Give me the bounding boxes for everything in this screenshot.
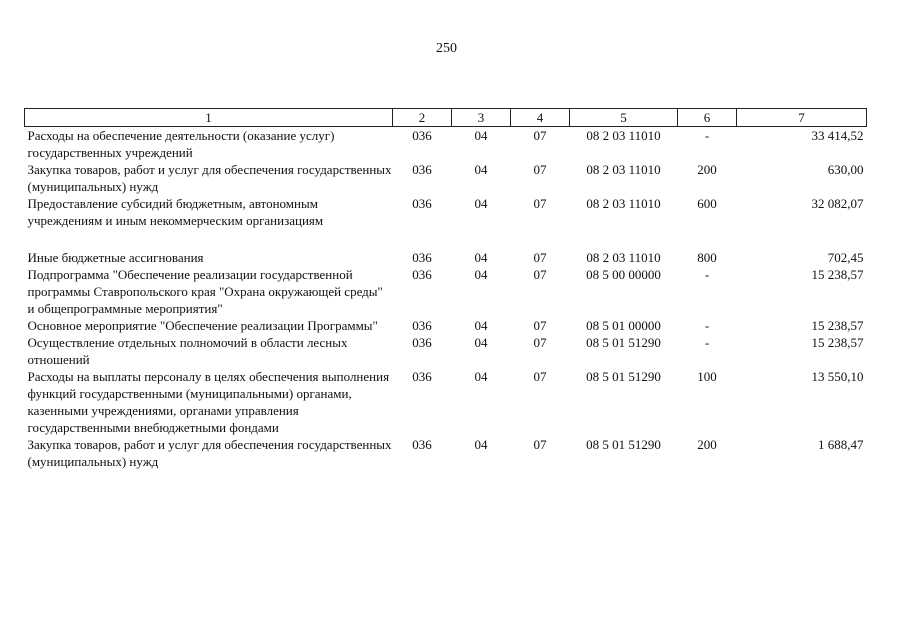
row-amount: 33 414,52 — [811, 128, 864, 143]
row-section-code: 04 — [474, 318, 488, 333]
table-row — [25, 317, 867, 334]
row-amount: 13 550,10 — [811, 369, 864, 384]
row-name: Осуществление отдельных полномочий в области лесных отношений — [27, 335, 348, 367]
table-row — [25, 127, 867, 162]
row-expense-type: 800 — [697, 250, 717, 265]
row-subsection-code: 07 — [533, 437, 547, 452]
row-amount: 702,45 — [827, 250, 864, 265]
table-row — [25, 161, 867, 195]
row-subsection-code: 07 — [533, 162, 547, 177]
row-name: Предоставление субсидий бюджетным, автономным учреждениям и иным некоммерческим организациям — [27, 196, 324, 228]
row-ministry-code: 036 — [412, 437, 432, 452]
row-target-code: 08 5 01 51290 — [586, 335, 661, 350]
row-subsection-code: 07 — [533, 318, 547, 333]
column-header-5: 5 — [570, 109, 678, 127]
row-section-code: 04 — [474, 196, 488, 211]
row-section-code: 04 — [474, 250, 488, 265]
column-header-1: 1 — [25, 109, 393, 127]
row-expense-type: 600 — [697, 196, 717, 211]
row-section-code: 04 — [474, 128, 488, 143]
column-header-3: 3 — [452, 109, 511, 127]
row-ministry-code: 036 — [412, 250, 432, 265]
row-ministry-code: 036 — [412, 369, 432, 384]
column-header-6: 6 — [678, 109, 737, 127]
row-subsection-code: 07 — [533, 335, 547, 350]
row-expense-type: 100 — [697, 369, 717, 384]
table-row — [25, 195, 867, 249]
row-expense-type: - — [704, 128, 710, 143]
row-section-code: 04 — [474, 267, 488, 282]
row-target-code: 08 5 01 00000 — [586, 318, 661, 333]
row-ministry-code: 036 — [412, 267, 432, 282]
row-name: Расходы на выплаты персоналу в целях обеспечения выполнения функций государственными (муниципальными) органами, казенными учреждениями, органами управления государственными внебюджетными фондами — [27, 369, 390, 435]
row-ministry-code: 036 — [412, 335, 432, 350]
row-target-code: 08 2 03 11010 — [586, 128, 661, 143]
row-target-code: 08 2 03 11010 — [586, 196, 661, 211]
table-row — [25, 368, 867, 436]
row-name: Закупка товаров, работ и услуг для обеспечения государственных (муниципальных) нужд — [27, 437, 392, 469]
row-target-code: 08 2 03 11010 — [586, 162, 661, 177]
row-name: Закупка товаров, работ и услуг для обеспечения государственных (муниципальных) нужд — [27, 162, 392, 194]
row-name: Основное мероприятие "Обеспечение реализации Программы" — [27, 318, 378, 333]
row-subsection-code: 07 — [533, 196, 547, 211]
column-header-4: 4 — [511, 109, 570, 127]
table-row — [25, 249, 867, 266]
column-header-2: 2 — [393, 109, 452, 127]
row-subsection-code: 07 — [533, 128, 547, 143]
row-section-code: 04 — [474, 162, 488, 177]
row-amount: 32 082,07 — [811, 196, 864, 211]
row-amount: 15 238,57 — [811, 267, 864, 282]
row-amount: 630,00 — [827, 162, 864, 177]
row-name: Подпрограмма "Обеспечение реализации государственной программы Ставропольского края "Охрана окружающей среды" и общепрограммные мероприятия" — [27, 267, 383, 316]
row-target-code: 08 5 01 51290 — [586, 369, 661, 384]
row-name: Расходы на обеспечение деятельности (оказание услуг) государственных учреждений — [27, 128, 335, 160]
row-amount: 15 238,57 — [811, 335, 864, 350]
row-target-code: 08 2 03 11010 — [586, 250, 661, 265]
row-expense-type: 200 — [697, 162, 717, 177]
table-row — [25, 436, 867, 470]
row-section-code: 04 — [474, 369, 488, 384]
table-row — [25, 334, 867, 368]
row-amount: 1 688,47 — [818, 437, 864, 452]
row-subsection-code: 07 — [533, 369, 547, 384]
row-target-code: 08 5 01 51290 — [586, 437, 661, 452]
row-target-code: 08 5 00 00000 — [586, 267, 661, 282]
row-ministry-code: 036 — [412, 128, 432, 143]
page-number: 250 — [436, 41, 457, 56]
row-expense-type: - — [704, 318, 710, 333]
row-expense-type: - — [704, 267, 710, 282]
row-section-code: 04 — [474, 437, 488, 452]
row-ministry-code: 036 — [412, 318, 432, 333]
row-expense-type: 200 — [697, 437, 717, 452]
table-header-row — [25, 109, 867, 127]
row-section-code: 04 — [474, 335, 488, 350]
table-row — [25, 266, 867, 317]
row-amount: 15 238,57 — [811, 318, 864, 333]
row-ministry-code: 036 — [412, 196, 432, 211]
budget-table — [24, 108, 867, 470]
row-subsection-code: 07 — [533, 250, 547, 265]
row-subsection-code: 07 — [533, 267, 547, 282]
row-name: Иные бюджетные ассигнования — [27, 250, 204, 265]
row-ministry-code: 036 — [412, 162, 432, 177]
row-expense-type: - — [704, 335, 710, 350]
column-header-7: 7 — [737, 109, 867, 127]
